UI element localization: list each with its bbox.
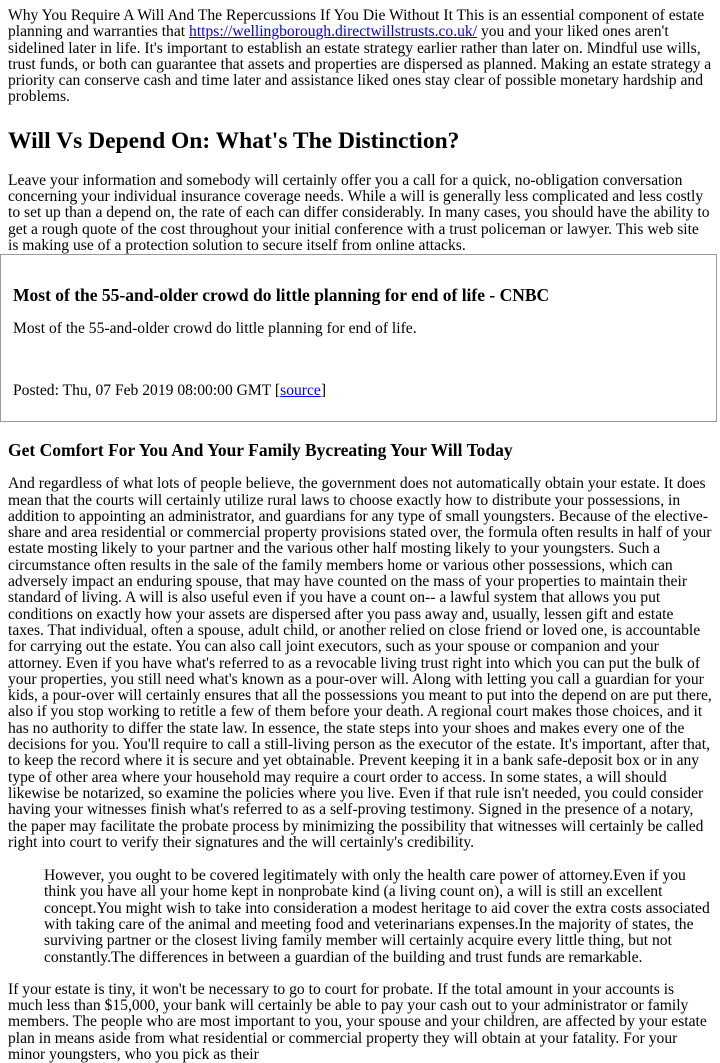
quote-block: However, you ought to be covered legitimately with only the health care power of attorney.Even if you think you have all your home kept in nonprobate kind (a living count on), a will is still an excellent concept.You might wish to take into consideration a modest heritage to aid cover the extra costs associated with taking care of the animal and meeting food and veterinarians expenses.In the majority of states, the surviving partner or the closest living family member will certainly acquire every little thing, but not constantly.The differences in between a guardian of the building and trust funds are remarkable. xyxy=(44,867,710,966)
main-heading: Will Vs Depend On: What's The Distinction? xyxy=(8,127,460,154)
posted-suffix: ] xyxy=(320,381,327,399)
news-card-description: Most of the 55-and-older crowd do little planning for end of life. xyxy=(13,320,417,338)
intro-paragraph xyxy=(8,0,712,106)
intro-text-start: Why You Require A Will And The Repercussions If You Die Without It This is an essential component of estate planning and warranties that xyxy=(8,7,705,41)
news-card-posted xyxy=(13,383,704,399)
news-card-title: Most of the 55-and-older crowd do little planning for end of life - CNBC xyxy=(13,285,550,306)
wellingborough-link[interactable]: https://wellingborough.directwillstrusts.co.uk/ xyxy=(189,23,478,41)
posted-date: Posted: Thu, 07 Feb 2019 08:00:00 GMT [ xyxy=(13,381,281,399)
paragraph-government: And regardless of what lots of people believe, the government does not automatically obtain your estate. It does mean that the courts will certainly utilize rural laws to choose exactly how to distribute your possessions, in addition to appointing an administrator, and guardians for any type of small youngsters. Because of the elective-share and area residential or commercial property provisions stated over, the formula often results in half of your estate mosting likely to your partner and the various other half mosting likely to your youngsters. Such a circumstance often results in the sale of the family members home or various other possessions, which can adversely impact an enduring spouse, that may have counted on the mass of your properties to maintain their standard of living. A will is also useful even if you have a count on-- a lawful system that allows you put conditions on exactly how your assets are dispersed after you pass away and, usually, lessen gift and estate taxes. That individual, often a spouse, adult child, or another relied on close friend or loved one, is accountable for carrying out the estate. You can also call joint executors, such as your spouse or companion and your attorney. Even if you have what's referred to as a revocable living trust right into which you can put the bulk of your properties, you still need what's known as a pour-over will. Along with letting you call a guardian for your kids, a pour-over will certainly ensures that all the possessions you meant to put into the depend on are put there, also if you stop working to retitle a few of them before your death. A regional court makes those choices, and it has no authority to differ the state law. In essence, the state steps into your shoes and makes every one of the decisions for you. You'll require to call a still-living person as the executor of the estate. It's important, after that, to keep the record where it is secure and yet obtainable. Prevent keeping it in a bank safe-deposit box or in any type of other area where your household may require a court order to access. In some states, a will should likewise be notarized, so examine the policies where you live. Even if that rule isn't needed, you could consider having your witnesses finish what's referred to as a self-proving testimony. Signed in the presence of a notary, the paper may facilitate the probate process by minimizing the possibility that witnesses will certainly be called right into court to verify their signatures and the will certainly's credibility. xyxy=(8,475,712,851)
paragraph-probate: If your estate is tiny, it won't be necessary to go to court for probate. If the total amount in your accounts is much less than $15,000, your bank will certainly be able to pay your cash out to your administrator or family members. The people who are most important to you, your spouse and your children, are affected by your estate plan in means aside from what residential or commercial property they will obtain at your fatality. For your minor youngsters, who you pick as their xyxy=(8,980,707,1063)
source-link[interactable]: source xyxy=(280,381,321,399)
intro-text-end: you and your liked ones aren't sidelined later in life. It's important to establish an estate strategy earlier rather than later on. Mindful use wills, trust funds, or both can guarantee that assets and properties are dispersed as planned. Making an estate strategy a priority can conserve cash and time later and assistance liked ones stay clear of possible monetary hardship and problems. xyxy=(8,23,712,106)
news-card xyxy=(0,254,717,422)
paragraph-contact: Leave your information and somebody will certainly offer you a call for a quick, no-obligation conversation concerning your individual insurance coverage needs. While a will is generally less complicated and less costly to set up than a depend on, the rate of each can differ considerably. In many cases, you should have the ability to get a rough quote of the cost throughout your initial conference with a trust policeman or lawyer. This web site is making use of a protection solution to secure itself from online attacks. xyxy=(8,171,710,254)
section-heading: Get Comfort For You And Your Family Bycreating Your Will Today xyxy=(8,440,513,461)
